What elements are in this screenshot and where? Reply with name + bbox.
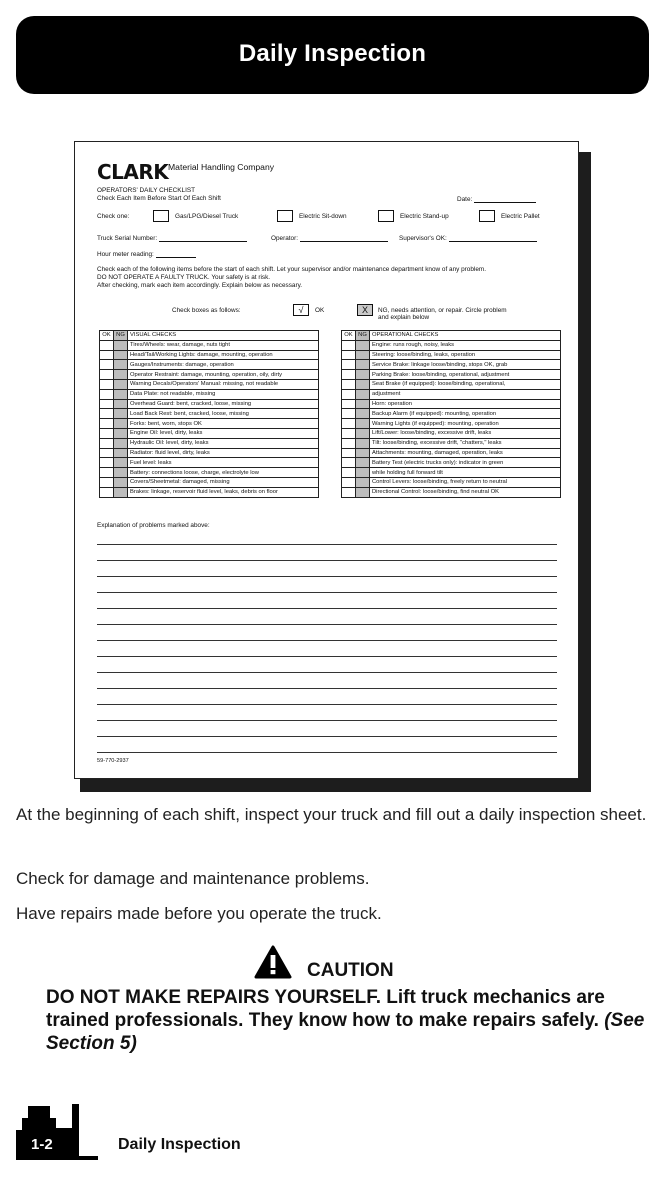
- visual-check-ng-checkbox[interactable]: [114, 340, 128, 350]
- operational-check-ng-checkbox[interactable]: [356, 370, 370, 380]
- caution-reference: (See Section 5): [46, 1010, 645, 1054]
- truck-type-checkbox-1[interactable]: [153, 210, 169, 222]
- operational-check-item-label: while holding full forward tilt: [370, 468, 561, 478]
- visual-check-row: [100, 428, 319, 438]
- operational-check-item-label: Attachments: mounting, damaged, operation, leaks: [370, 448, 561, 458]
- page-number: 1-2: [31, 1136, 53, 1153]
- explanation-label: Explanation of problems marked above:: [97, 522, 210, 529]
- explanation-line[interactable]: [97, 608, 557, 609]
- operational-check-item-label: Lift/Lower: loose/binding, excessive drift, leaks: [370, 428, 561, 438]
- truck-type-label-1: Gas/LPG/Diesel Truck: [175, 213, 239, 220]
- visual-check-row: [100, 448, 319, 458]
- truck-type-label-2: Electric Sit-down: [299, 213, 347, 220]
- visual-check-ng-checkbox[interactable]: [114, 379, 128, 389]
- operational-check-item-label: Engine: runs rough, noisy, leaks: [370, 340, 561, 350]
- operational-check-ng-checkbox[interactable]: [356, 350, 370, 360]
- visual-check-ok-checkbox[interactable]: [100, 438, 114, 448]
- clark-logo: CLARK: [97, 160, 169, 184]
- operational-checks-header: [342, 331, 561, 341]
- explanation-line[interactable]: [97, 560, 557, 561]
- operational-check-row: [342, 360, 561, 370]
- visual-check-item-label: Battery: connections loose, charge, electrolyte low: [128, 468, 319, 478]
- explanation-line[interactable]: [97, 624, 557, 625]
- operational-check-ok-checkbox[interactable]: [342, 419, 356, 429]
- col-ok: OK: [342, 331, 356, 341]
- visual-check-row: [100, 350, 319, 360]
- operational-check-row: [342, 487, 561, 497]
- visual-check-row: [100, 340, 319, 350]
- warning-triangle-icon: [254, 945, 292, 979]
- visual-check-row: [100, 438, 319, 448]
- truck-type-checkbox-3[interactable]: [378, 210, 394, 222]
- visual-check-ok-checkbox[interactable]: [100, 389, 114, 399]
- serial-label: Truck Serial Number:: [97, 235, 158, 242]
- visual-check-row: [100, 468, 319, 478]
- visual-check-ng-checkbox[interactable]: [114, 399, 128, 409]
- operational-check-row: [342, 428, 561, 438]
- operational-check-ng-checkbox[interactable]: [356, 477, 370, 487]
- check-boxes-label: Check boxes as follows:: [172, 307, 241, 314]
- operational-check-row: [342, 438, 561, 448]
- operational-check-ng-checkbox[interactable]: [356, 448, 370, 458]
- visual-check-item-label: Covers/Sheetmetal: damaged, missing: [128, 477, 319, 487]
- operational-check-item-label: Directional Control: loose/binding, find neutral OK: [370, 487, 561, 497]
- supervisor-field[interactable]: [399, 236, 537, 242]
- visual-check-ng-checkbox[interactable]: [114, 350, 128, 360]
- instruction-3: After checking, mark each item accordingly. Explain below as necessary.: [97, 282, 303, 289]
- operational-checks-table: [341, 330, 561, 498]
- operational-check-row: [342, 340, 561, 350]
- operational-check-item-label: adjustment: [370, 389, 561, 399]
- footer-section-title: Daily Inspection: [118, 1136, 241, 1153]
- operational-check-row: [342, 379, 561, 389]
- operator-label: Operator:: [271, 235, 298, 242]
- explanation-line[interactable]: [97, 672, 557, 673]
- visual-check-ok-checkbox[interactable]: [100, 448, 114, 458]
- ok-legend-label: OK: [315, 307, 325, 314]
- operational-check-row: [342, 458, 561, 468]
- operational-check-ok-checkbox[interactable]: [342, 370, 356, 380]
- ng-legend-label-2: and explain below: [378, 314, 430, 321]
- visual-check-ng-checkbox[interactable]: [114, 409, 128, 419]
- operational-check-ok-checkbox[interactable]: [342, 350, 356, 360]
- visual-checks-header: [100, 331, 319, 341]
- visual-check-item-label: Warning Decals/Operators' Manual: missing, not readable: [128, 379, 319, 389]
- hour-meter-line: [156, 257, 196, 258]
- visual-check-ng-checkbox[interactable]: [114, 487, 128, 497]
- operational-check-ok-checkbox[interactable]: [342, 379, 356, 389]
- explanation-line[interactable]: [97, 576, 557, 577]
- explanation-line[interactable]: [97, 640, 557, 641]
- hour-meter-label: Hour meter reading:: [97, 251, 154, 258]
- visual-check-ng-checkbox[interactable]: [114, 370, 128, 380]
- explanation-line[interactable]: [97, 688, 557, 689]
- operational-check-ok-checkbox[interactable]: [342, 389, 356, 399]
- explanation-line[interactable]: [97, 544, 557, 545]
- operational-check-row: [342, 350, 561, 360]
- operational-check-ok-checkbox[interactable]: [342, 428, 356, 438]
- operational-check-row: [342, 419, 561, 429]
- supervisor-label: Supervisor's OK:: [399, 235, 447, 242]
- form-title: OPERATORS' DAILY CHECKLIST: [97, 187, 196, 194]
- operational-check-item-label: Tilt: loose/binding, excessive drift, "chatters," leaks: [370, 438, 561, 448]
- visual-check-ok-checkbox[interactable]: [100, 428, 114, 438]
- explanation-line[interactable]: [97, 704, 557, 705]
- operational-check-ng-checkbox[interactable]: [356, 340, 370, 350]
- visual-checks-table: [99, 330, 319, 498]
- visual-check-item-label: Radiator: fluid level, dirty, leaks: [128, 448, 319, 458]
- explanation-line[interactable]: [97, 720, 557, 721]
- visual-check-ng-checkbox[interactable]: [114, 419, 128, 429]
- supervisor-line: [449, 241, 537, 242]
- paragraph-repairs: Have repairs made before you operate the truck.: [16, 904, 382, 923]
- visual-check-ok-checkbox[interactable]: [100, 487, 114, 497]
- forklift-icon: [16, 1104, 106, 1164]
- visual-check-ok-checkbox[interactable]: [100, 360, 114, 370]
- operational-check-ok-checkbox[interactable]: [342, 448, 356, 458]
- paragraph-inspect: At the beginning of each shift, inspect your truck and fill out a daily inspection sheet.: [16, 805, 647, 824]
- operational-check-ng-checkbox[interactable]: [356, 399, 370, 409]
- truck-type-checkbox-2[interactable]: [277, 210, 293, 222]
- visual-check-ok-checkbox[interactable]: [100, 399, 114, 409]
- visual-check-row: [100, 458, 319, 468]
- visual-check-ok-checkbox[interactable]: [100, 379, 114, 389]
- visual-check-item-label: Head/Tail/Working Lights: damage, mounting, operation: [128, 350, 319, 360]
- visual-check-ok-checkbox[interactable]: [100, 350, 114, 360]
- caution-body: [46, 986, 646, 1055]
- truck-type-label-4: Electric Pallet: [501, 213, 540, 220]
- explanation-line[interactable]: [97, 752, 557, 753]
- visual-check-row: [100, 487, 319, 497]
- date-label: Date:: [457, 196, 473, 203]
- truck-type-checkbox-4[interactable]: [479, 210, 495, 222]
- operational-check-ng-checkbox[interactable]: [356, 389, 370, 399]
- operational-check-ok-checkbox[interactable]: [342, 409, 356, 419]
- visual-check-item-label: Brakes: linkage, reservoir fluid level, leaks, debris on floor: [128, 487, 319, 497]
- caution-text: DO NOT MAKE REPAIRS YOURSELF. Lift truck mechanics are trained professionals. They know how to make repairs safely.: [46, 987, 605, 1031]
- col-ng: NG: [356, 331, 370, 341]
- col-ng: NG: [114, 331, 128, 341]
- visual-check-item-label: Gauges/Instruments: damage, operation: [128, 360, 319, 370]
- col-operational: OPERATIONAL CHECKS: [370, 331, 561, 341]
- visual-check-ok-checkbox[interactable]: [100, 340, 114, 350]
- operational-check-ok-checkbox[interactable]: [342, 340, 356, 350]
- visual-check-ok-checkbox[interactable]: [100, 409, 114, 419]
- visual-check-ng-checkbox[interactable]: [114, 360, 128, 370]
- logo-subtitle: Material Handling Company: [168, 162, 275, 172]
- check-one-label: Check one:: [97, 213, 130, 220]
- explanation-line[interactable]: [97, 736, 557, 737]
- operational-check-ok-checkbox[interactable]: [342, 487, 356, 497]
- ng-legend-label-1: NG, needs attention, or repair. Circle problem: [378, 307, 507, 314]
- visual-check-item-label: Overhead Guard: bent, cracked, loose, missing: [128, 399, 319, 409]
- instruction-2: DO NOT OPERATE A FAULTY TRUCK. Your safety is at risk.: [97, 274, 271, 281]
- operational-check-row: [342, 389, 561, 399]
- serial-field[interactable]: [97, 236, 247, 242]
- visual-check-row: [100, 389, 319, 399]
- operational-check-item-label: Parking Brake: loose/binding, operational, adjustment: [370, 370, 561, 380]
- paragraph-check: Check for damage and maintenance problems.: [16, 869, 370, 888]
- operational-check-item-label: Backup Alarm (if equipped): mounting, operation: [370, 409, 561, 419]
- page-header-banner: [16, 16, 649, 94]
- visual-check-row: [100, 399, 319, 409]
- visual-check-row: [100, 477, 319, 487]
- visual-check-ng-checkbox[interactable]: [114, 477, 128, 487]
- operational-check-ng-checkbox[interactable]: [356, 438, 370, 448]
- operational-check-ng-checkbox[interactable]: [356, 487, 370, 497]
- operational-check-item-label: Seat Brake (if equipped): loose/binding, operational,: [370, 379, 561, 389]
- visual-check-ok-checkbox[interactable]: [100, 419, 114, 429]
- instruction-1: Check each of the following items before the start of each shift. Let your supervisor and/or maintenance department know of any problem.: [97, 266, 486, 273]
- ok-sample-box: √: [293, 304, 309, 316]
- operational-check-item-label: Service Brake: linkage loose/binding, stops OK, grab: [370, 360, 561, 370]
- visual-check-item-label: Hydraulic Oil: level, dirty, leaks: [128, 438, 319, 448]
- form-number: 59-770-2937: [97, 758, 129, 764]
- operational-check-row: [342, 468, 561, 478]
- visual-check-ng-checkbox[interactable]: [114, 428, 128, 438]
- operational-check-ok-checkbox[interactable]: [342, 458, 356, 468]
- operational-check-ng-checkbox[interactable]: [356, 360, 370, 370]
- visual-check-ok-checkbox[interactable]: [100, 468, 114, 478]
- visual-check-row: [100, 360, 319, 370]
- operational-check-ng-checkbox[interactable]: [356, 468, 370, 478]
- visual-check-row: [100, 419, 319, 429]
- explanation-line[interactable]: [97, 592, 557, 593]
- operator-line: [300, 241, 388, 242]
- operational-check-row: [342, 399, 561, 409]
- visual-check-row: [100, 409, 319, 419]
- visual-check-row: [100, 370, 319, 380]
- operational-check-ok-checkbox[interactable]: [342, 438, 356, 448]
- visual-check-ok-checkbox[interactable]: [100, 370, 114, 380]
- serial-line: [159, 241, 247, 242]
- operational-check-row: [342, 409, 561, 419]
- form-subtitle: Check Each Item Before Start Of Each Shift: [97, 195, 221, 202]
- visual-check-item-label: Engine Oil: level, dirty, leaks: [128, 428, 319, 438]
- col-ok: OK: [100, 331, 114, 341]
- operational-check-item-label: Steering: loose/binding, leaks, operation: [370, 350, 561, 360]
- visual-check-item-label: Fuel level: leaks: [128, 458, 319, 468]
- visual-check-row: [100, 379, 319, 389]
- hour-meter-field[interactable]: [97, 252, 196, 258]
- operational-check-item-label: Control Levers: loose/binding, freely return to neutral: [370, 477, 561, 487]
- operational-check-ng-checkbox[interactable]: [356, 379, 370, 389]
- operational-check-row: [342, 370, 561, 380]
- operational-check-item-label: Horn: operation: [370, 399, 561, 409]
- visual-check-ng-checkbox[interactable]: [114, 468, 128, 478]
- visual-check-ng-checkbox[interactable]: [114, 448, 128, 458]
- visual-check-item-label: Forks: bent, worn, stops OK: [128, 419, 319, 429]
- visual-check-item-label: Data Plate: not readable, missing: [128, 389, 319, 399]
- visual-check-ng-checkbox[interactable]: [114, 389, 128, 399]
- operational-check-row: [342, 477, 561, 487]
- operational-check-ng-checkbox[interactable]: [356, 419, 370, 429]
- visual-check-ng-checkbox[interactable]: [114, 438, 128, 448]
- visual-check-item-label: Tires/Wheels: wear, damage, nuts tight: [128, 340, 319, 350]
- inspection-checklist-form: [74, 141, 579, 779]
- truck-type-label-3: Electric Stand-up: [400, 213, 449, 220]
- operational-check-ok-checkbox[interactable]: [342, 399, 356, 409]
- page-header-title: Daily Inspection: [238, 40, 427, 67]
- date-line: [474, 202, 536, 203]
- visual-check-item-label: Load Back Rest: bent, cracked, loose, missing: [128, 409, 319, 419]
- visual-check-ok-checkbox[interactable]: [100, 477, 114, 487]
- col-visual: VISUAL CHECKS: [128, 331, 319, 341]
- visual-check-ok-checkbox[interactable]: [100, 458, 114, 468]
- operational-check-ok-checkbox[interactable]: [342, 360, 356, 370]
- operational-check-ng-checkbox[interactable]: [356, 428, 370, 438]
- operational-check-ng-checkbox[interactable]: [356, 458, 370, 468]
- operator-field[interactable]: [271, 236, 388, 242]
- operational-check-item-label: Battery Test (electric trucks only): indicator in green: [370, 458, 561, 468]
- operational-check-item-label: Warning Lights (if equipped): mounting, operation: [370, 419, 561, 429]
- date-field[interactable]: [457, 197, 536, 203]
- operational-check-row: [342, 448, 561, 458]
- ng-sample-box: X: [357, 304, 373, 316]
- operational-check-ok-checkbox[interactable]: [342, 477, 356, 487]
- operational-check-ng-checkbox[interactable]: [356, 409, 370, 419]
- caution-heading: CAUTION: [307, 960, 394, 981]
- explanation-line[interactable]: [97, 656, 557, 657]
- visual-check-item-label: Operator Restraint: damage, mounting, operation, oily, dirty: [128, 370, 319, 380]
- operational-check-ok-checkbox[interactable]: [342, 468, 356, 478]
- visual-check-ng-checkbox[interactable]: [114, 458, 128, 468]
